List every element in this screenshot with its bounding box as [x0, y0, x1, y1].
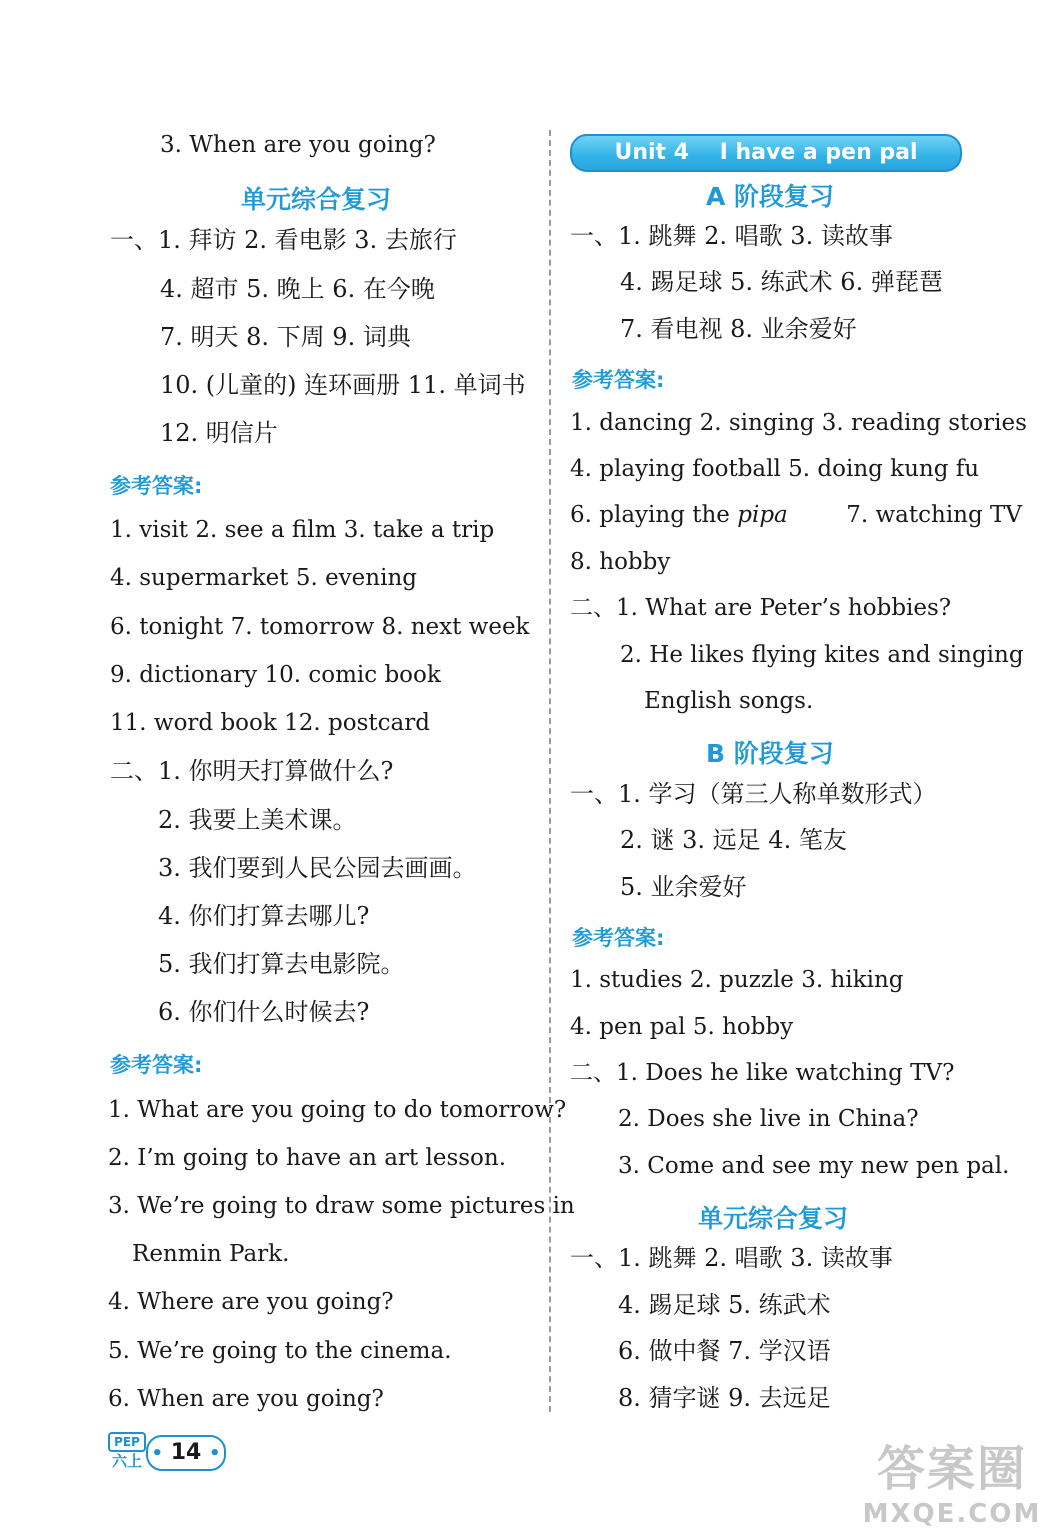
section-heading-review-right: 单元综合复习: [698, 1204, 849, 1233]
sentence-row-1: 1. What are you going to do tomorrow?: [108, 1097, 567, 1123]
a-vocab-row-1: 一、1. 跳舞 2. 唱歌 3. 读故事: [570, 222, 893, 250]
a-answer-row-3-italic: pipa: [737, 502, 788, 528]
a-question-row-1: 二、1. What are Peter’s hobbies?: [570, 595, 952, 621]
a-answer-row-3-post: 7. watching TV: [787, 502, 1022, 528]
a-answer-row-1: 1. dancing 2. singing 3. reading stories: [570, 410, 1027, 436]
answer-row-3: 6. tonight 7. tomorrow 8. next week: [110, 614, 530, 640]
answer-label: 参考答案:: [572, 926, 665, 950]
answer-label: 参考答案:: [110, 474, 203, 498]
b-vocab-row-2: 2. 谜 3. 远足 4. 笔友: [620, 826, 847, 854]
dot-icon: •: [151, 1443, 164, 1464]
sentence-row-2: 2. I’m going to have an art lesson.: [108, 1145, 507, 1171]
a-question-row-2-cont: English songs.: [644, 688, 814, 714]
a-question-row-2: 2. He likes flying kites and singing: [620, 642, 1024, 668]
translation-row-3: 3. 我们要到人民公园去画画。: [158, 854, 477, 882]
translation-row-2: 2. 我要上美术课。: [158, 806, 357, 834]
answer-label: 参考答案:: [110, 1053, 203, 1077]
sentence-row-3-cont: Renmin Park.: [132, 1241, 290, 1267]
section-heading-b: B 阶段复习: [706, 739, 834, 768]
unit-title-banner: Unit 4 I have a pen pal: [570, 134, 962, 172]
a-answer-row-2: 4. playing football 5. doing kung fu: [570, 456, 980, 482]
r-vocab-row-2: 4. 踢足球 5. 练武术: [618, 1291, 831, 1319]
dot-icon: •: [208, 1443, 221, 1464]
b-answer-row-1: 1. studies 2. puzzle 3. hiking: [570, 967, 904, 993]
b-question-row-1: 二、1. Does he like watching TV?: [570, 1060, 955, 1086]
b-question-row-2: 2. Does she live in China?: [618, 1106, 919, 1132]
translation-row-1: 二、1. 你明天打算做什么?: [110, 757, 394, 785]
vocab-row-5: 12. 明信片: [160, 419, 278, 447]
pep-label: PEP: [108, 1432, 146, 1452]
a-vocab-row-2: 4. 踢足球 5. 练武术 6. 弹琵琶: [620, 268, 943, 296]
translation-row-4: 4. 你们打算去哪儿?: [158, 902, 370, 930]
sentence-row-6: 6. When are you going?: [108, 1386, 384, 1412]
r-vocab-row-4: 8. 猜字谜 9. 去远足: [618, 1384, 831, 1412]
b-answer-row-2: 4. pen pal 5. hobby: [570, 1014, 794, 1040]
sentence-row-4: 4. Where are you going?: [108, 1289, 394, 1315]
section-heading-review: 单元综合复习: [241, 185, 392, 214]
r-vocab-row-1: 一、1. 跳舞 2. 唱歌 3. 读故事: [570, 1244, 893, 1272]
watermark: [852, 1440, 1052, 1536]
sentence-row-5: 5. We’re going to the cinema.: [108, 1338, 452, 1364]
a-answer-row-4: 8. hobby: [570, 549, 671, 575]
vocab-row-1: 一、1. 拜访 2. 看电影 3. 去旅行: [110, 226, 457, 254]
answer-label: 参考答案:: [572, 368, 665, 392]
a-vocab-row-3: 7. 看电视 8. 业余爱好: [620, 315, 857, 343]
vocab-row-2: 4. 超市 5. 晚上 6. 在今晚: [160, 275, 435, 303]
watermark-en: MXQE.COM: [862, 1499, 1042, 1529]
page-number: 14: [170, 1440, 202, 1465]
top-line: 3. When are you going?: [160, 132, 436, 158]
watermark-cn: 答案圈: [876, 1441, 1027, 1497]
page-number-badge: [146, 1435, 226, 1471]
vocab-row-3: 7. 明天 8. 下周 9. 词典: [160, 323, 411, 351]
a-answer-row-3-pre: 6. playing the: [570, 502, 738, 528]
sentence-row-3: 3. We’re going to draw some pictures in: [108, 1193, 575, 1219]
translation-row-5: 5. 我们打算去电影院。: [158, 950, 405, 978]
answer-row-4: 9. dictionary 10. comic book: [110, 662, 441, 688]
b-question-row-3: 3. Come and see my new pen pal.: [618, 1153, 1010, 1179]
answer-row-1: 1. visit 2. see a film 3. take a trip: [110, 517, 495, 543]
answer-row-5: 11. word book 12. postcard: [110, 710, 430, 736]
section-heading-a: A 阶段复习: [706, 182, 835, 211]
vocab-row-4: 10. (儿童的) 连环画册 11. 单词书: [160, 371, 526, 399]
r-vocab-row-3: 6. 做中餐 7. 学汉语: [618, 1337, 831, 1365]
b-vocab-row-1: 一、1. 学习（第三人称单数形式）: [570, 780, 937, 808]
a-answer-row-3: [570, 500, 1022, 530]
grade-label: 六上: [111, 1452, 142, 1470]
b-vocab-row-3: 5. 业余爱好: [620, 873, 747, 901]
translation-row-6: 6. 你们什么时候去?: [158, 998, 370, 1026]
answer-row-2: 4. supermarket 5. evening: [110, 565, 417, 591]
